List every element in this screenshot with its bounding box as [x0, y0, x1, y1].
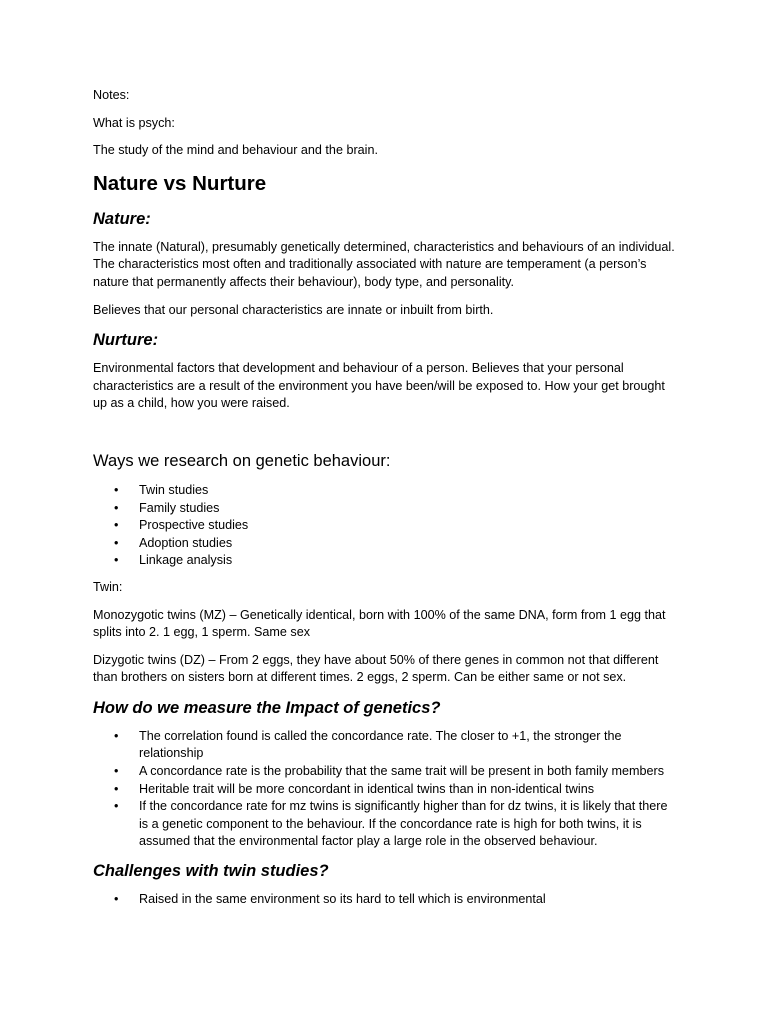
- bullet-icon: •: [114, 764, 119, 779]
- list-item-text: If the concordance rate for mz twins is significantly higher than for dz twins, it is likely that there is a genetic component to the behaviour. If the concordance rate is high for both twins, it is assumed that the environmental factor play a large role in the observed behaviour.: [139, 799, 668, 849]
- bullet-icon: •: [114, 892, 119, 907]
- list-item-text: Twin studies: [139, 482, 209, 497]
- list-item-text: Prospective studies: [139, 518, 249, 533]
- list-item: [93, 891, 678, 909]
- list-item-text: The correlation found is called the concordance rate. The closer to +1, the stronger the relationship: [139, 728, 622, 761]
- bullet-icon: •: [114, 518, 119, 533]
- list-item: [93, 500, 678, 518]
- challenges-heading: Challenges with twin studies?: [93, 862, 329, 881]
- answer-text: The study of the mind and behaviour and the brain.: [93, 143, 378, 158]
- list-item-text: Adoption studies: [139, 535, 233, 550]
- bullet-icon: •: [114, 482, 119, 497]
- notes-label: Notes:: [93, 88, 130, 102]
- list-item: [93, 482, 678, 500]
- nature-paragraph-2: Believes that our personal characteristics are innate or inbuilt from birth.: [93, 302, 494, 317]
- list-item: [93, 552, 678, 570]
- list-item: [93, 763, 678, 781]
- list-item-text: A concordance rate is the probability that the same trait will be present in both family members: [139, 764, 664, 779]
- measure-heading: How do we measure the Impact of genetics?: [93, 698, 441, 717]
- list-item: [93, 517, 678, 535]
- list-item-text: Heritable trait will be more concordant in identical twins than in non-identical twins: [139, 781, 594, 796]
- list-item-text: Linkage analysis: [139, 553, 233, 568]
- bullet-icon: •: [114, 799, 119, 814]
- document-title: Nature vs Nurture: [93, 171, 267, 195]
- nature-heading: Nature:: [93, 209, 151, 228]
- challenges-list: [93, 891, 678, 909]
- list-item: [93, 781, 678, 799]
- mz-paragraph: Monozygotic twins (MZ) – Genetically identical, born with 100% of the same DNA, form from 1 egg that splits into 2. 1 egg, 1 sperm. Same sex: [93, 607, 666, 640]
- list-item-text: Raised in the same environment so its hard to tell which is environmental: [139, 892, 546, 907]
- bullet-icon: •: [114, 553, 119, 568]
- nature-paragraph-1: The innate (Natural), presumably genetically determined, characteristics and behaviours of an individual. The characteristics most often and traditionally associated with nature are temperament (a person’s nature that permanently affects their behaviour), body type, and personality.: [93, 239, 675, 289]
- measure-list: [93, 728, 678, 851]
- bullet-icon: •: [114, 781, 119, 796]
- research-list: [93, 482, 678, 570]
- twin-label: Twin:: [93, 579, 123, 594]
- bullet-icon: •: [114, 728, 119, 743]
- research-heading: Ways we research on genetic behaviour:: [93, 451, 391, 470]
- list-item: [93, 798, 678, 851]
- bullet-icon: •: [114, 535, 119, 550]
- dz-paragraph: Dizygotic twins (DZ) – From 2 eggs, they have about 50% of there genes in common not that different than brothers on sisters born at different times. 2 eggs, 2 sperm. Can be either same or not sex.: [93, 652, 659, 685]
- list-item: [93, 728, 678, 763]
- list-item: [93, 535, 678, 553]
- nurture-paragraph-1: Environmental factors that development and behaviour of a person. Believes that your personal characteristics are a result of the environment you have been/will be exposed to. How your get brought up as a child, how you were raised.: [93, 361, 665, 411]
- list-item-text: Family studies: [139, 500, 220, 515]
- nurture-heading: Nurture:: [93, 331, 159, 350]
- spacer: [93, 423, 678, 450]
- question-text: What is psych:: [93, 115, 175, 130]
- bullet-icon: •: [114, 500, 119, 515]
